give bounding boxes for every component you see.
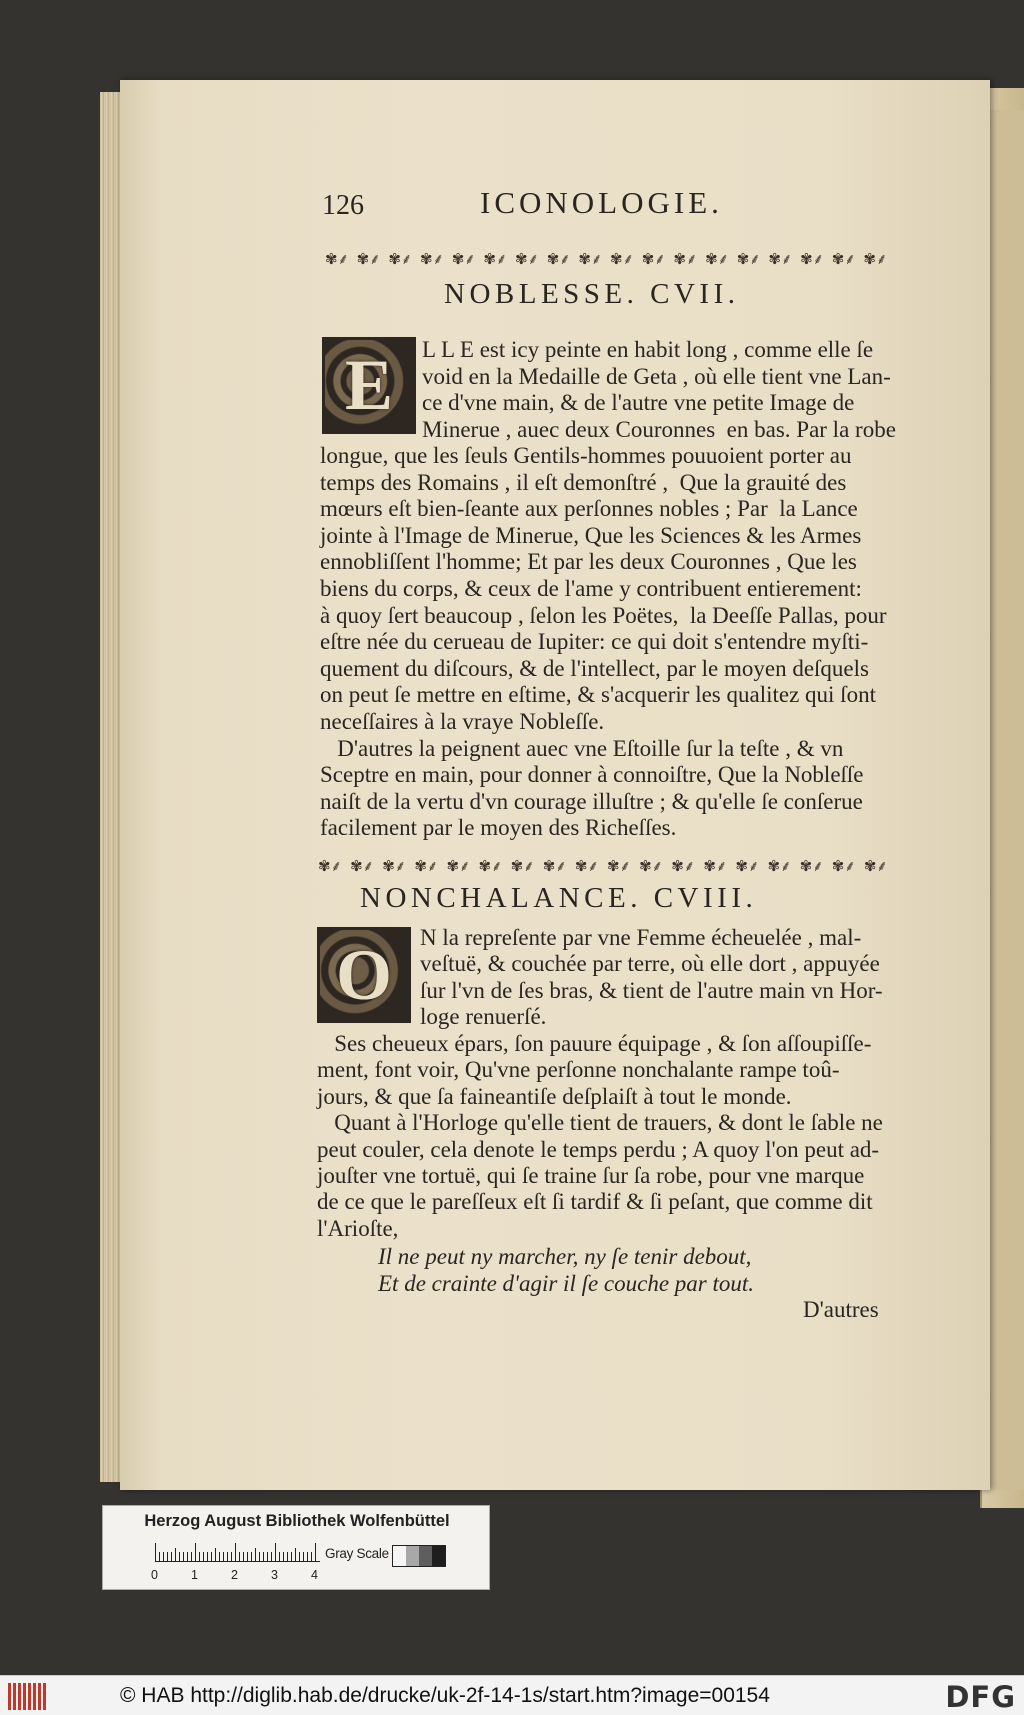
ruler-tick [183,1552,184,1561]
ruler-tick [199,1552,200,1561]
text-line: temps des Romains , il eſt demonſtré , Que la grauité des [320,469,847,495]
ornament-glyph: ✾⸙ [578,250,603,268]
ruler-tick [255,1548,256,1561]
section-title-noblesse: NOBLESSE. CVII. [444,278,740,310]
ruler-tick [291,1552,292,1561]
text-line: D'autres la peignent auec vne Eſtoille ſur la teſte , & vn [320,735,844,761]
text-line: quement du diſcours, & de l'intellect, par le moyen deſquels [320,655,869,681]
text-line: de ce que le pareſſeux eſt ſi tardif & ſi peſant, que comme dit [317,1189,873,1215]
ruler-tick [191,1552,192,1561]
ornament-glyph: ✾⸙ [767,857,792,875]
text-line: loge renuerſé. [420,1003,547,1029]
ornament-glyph: ✾⸙ [325,250,349,268]
ruler-tick [235,1543,236,1561]
ornament-glyph: ✾⸙ [350,857,374,875]
ornament-glyph: ✾⸙ [671,857,696,875]
ruler-tick [259,1552,260,1561]
barcode-logo-icon [8,1683,48,1710]
ornament-glyph: ✾⸙ [863,250,888,268]
text-line: naiſt de la vertu d'vn courage illuſtre ; & qu'elle ſe conſerue [320,788,863,814]
section1-first-lines [422,337,896,443]
ruler-tick [227,1552,228,1561]
ornament-glyph: ✾⸙ [641,250,666,268]
drop-cap-letter: E [344,345,394,425]
ruler-tick [239,1552,240,1561]
ornament-glyph: ✾⸙ [610,250,634,268]
ruler-tick [247,1552,248,1561]
ornament-glyph: ✾⸙ [356,250,381,268]
ruler-tick [187,1552,188,1561]
ruler-tick [251,1552,252,1561]
ornament-band [325,246,895,272]
ornament-glyph: ✾⸙ [799,857,824,875]
text-line: void en la Medaille de Geta , où elle tient vne Lan- [422,363,891,389]
ruler-tick [219,1552,220,1561]
ornament-glyph: ✾⸙ [546,250,571,268]
ornament-glyph: ✾⸙ [318,857,342,875]
running-head: ICONOLOGIE. [480,185,723,220]
text-line: eſtre née du cerueau de Iupiter: ce qui doit s'entendre myſti- [320,629,869,655]
text-line: biens du corps, & ceux de l'ame y contribuent entierement: [320,575,862,601]
text-line: ſur l'vn de ſes bras, & tient de l'autre main vn Hor- [420,977,883,1003]
ruler-tick [307,1552,308,1561]
text-line: veſtuë, & couchée par terre, où elle dort , appuyée [420,951,880,977]
ornament-glyph: ✾⸙ [735,857,760,875]
text-line: ennobliſſent l'homme; Et par les deux Couronnes , Que les [320,549,857,575]
ruler-tick [283,1552,284,1561]
grayscale-swatches [392,1545,446,1567]
ruler-tick [155,1543,156,1561]
ornament-glyph: ✾⸙ [673,250,698,268]
facing-page-inner [990,110,1024,1490]
text-line: Et de crainte d'agir il ſe couche par tout. [378,1271,755,1296]
ornament-glyph: ✾⸙ [414,857,439,875]
ornament-glyph: ✾⸙ [478,857,503,875]
ruler-tick [215,1548,216,1561]
ornament-glyph: ✾⸙ [515,250,539,268]
drop-cap-e [322,337,416,434]
ruler-tick [231,1552,232,1561]
library-name: Herzog August Bibliothek Wolfenbüttel [144,1512,450,1530]
ruler-tick [263,1552,264,1561]
ruler-tick [311,1552,312,1561]
text-line: facilement par le moyen des Richeſſes. [320,815,677,841]
ornament-glyph: ✾⸙ [639,857,663,875]
text-line: Ses cheueux épars, ſon pauure équipage , & ſon aſſoupiſſe- [317,1031,872,1056]
page-number: 126 [322,190,364,221]
ruler-label: 4 [311,1568,318,1582]
ornament-band [318,853,896,879]
text-line: mœurs eſt bien-ſeante aux perſonnes nobles ; Par la Lance [320,496,858,522]
ornament-glyph: ✾⸙ [446,857,471,875]
ruler-label: 3 [271,1568,278,1582]
ruler-tick [159,1552,160,1561]
text-line: peut couler, cela denote le temps perdu ; A quoy l'on peut ad- [317,1136,880,1162]
grayscale-swatch [432,1546,445,1566]
text-line: jouſter vne tortuë, qui ſe traine ſur ſa robe, pour vne marque [317,1162,865,1188]
ruler-tick [211,1552,212,1561]
ornament-glyph: ✾⸙ [606,857,631,875]
text-line: neceſſaires à la vraye Nobleſſe. [320,708,605,734]
section2-body [317,1031,883,1242]
ornament-glyph: ✾⸙ [510,857,535,875]
ruler-tick [267,1552,268,1561]
ornament-glyph: ✾⸙ [420,250,444,268]
grayscale-swatch [406,1546,419,1566]
verse-quote [378,1243,754,1297]
section-title-nonchalance: NONCHALANCE. CVIII. [360,882,758,914]
catchword: D'autres [803,1297,879,1322]
ornament-glyph: ✾⸙ [483,250,508,268]
grayscale-label: Gray Scale [325,1546,389,1561]
ornament-glyph: ✾⸙ [863,857,888,875]
ornament-glyph: ✾⸙ [382,857,407,875]
section1-body [320,443,887,842]
grayscale-swatch [393,1546,406,1566]
text-line: L L E est icy peinte en habit long , comme elle ſe [422,337,874,362]
text-line: on peut ſe mettre en eſtime, & s'acquerir les qualitez qui ſont [320,682,876,708]
ornament-glyph: ✾⸙ [388,250,413,268]
text-line: jours, & que ſa faineantiſe deſplaiſt à tout le monde. [317,1083,792,1109]
grayscale-swatch [419,1546,432,1566]
ornament-glyph: ✾⸙ [703,857,728,875]
text-line: Quant à l'Horloge qu'elle tient de trauers, & dont le ſable ne [317,1110,883,1136]
text-line: ce d'vne main, & de l'autre vne petite Image de [422,390,855,415]
footer-url-text[interactable]: © HAB http://diglib.hab.de/drucke/uk-2f-14-1s/start.htm?image=00154 [120,1684,770,1707]
ornament-glyph: ✾⸙ [451,250,476,268]
ruler-tick [271,1552,272,1561]
text-line: Il ne peut ny marcher, ny ſe tenir debout, [378,1244,752,1269]
ruler [155,1542,320,1562]
ruler-tick [295,1548,296,1561]
text-line: longue, que les ſeuls Gentils-hommes pouuoient porter au [320,443,852,468]
ruler-label: 1 [191,1568,198,1582]
ruler-tick [179,1552,180,1561]
text-line: jointe à l'Image de Minerue, Que les Sciences & les Armes [320,522,862,548]
ruler-tick [203,1552,204,1561]
ornament-glyph: ✾⸙ [574,857,599,875]
ornament-glyph: ✾⸙ [705,250,729,268]
ruler-tick [207,1552,208,1561]
ruler-tick [299,1552,300,1561]
section2-first-lines [420,925,883,1030]
ornament-glyph: ✾⸙ [831,250,856,268]
ornament-glyph: ✾⸙ [542,857,567,875]
text-line: l'Arioſte, [317,1215,399,1241]
footer-bar [0,1675,1024,1715]
scale-card [102,1505,490,1590]
text-line: Minerue , auec deux Couronnes en bas. Par la robe [422,416,896,442]
ornament-glyph: ✾⸙ [831,857,856,875]
ruler-tick [171,1552,172,1561]
ruler-tick [243,1552,244,1561]
text-line: ment, font voir, Qu'vne perſonne nonchalante rampe toû- [317,1057,840,1083]
ruler-tick [315,1543,316,1561]
text-line: N la repreſente par vne Femme écheuelée , mal- [420,925,862,950]
text-line: à quoy ſert beaucoup , ſelon les Poëtes, la Deeſſe Pallas, pour [320,602,887,628]
ruler-tick [167,1552,168,1561]
ornament-glyph: ✾⸙ [800,250,824,268]
text-line: Sceptre en main, pour donner à connoiſtre, Que la Nobleſſe [320,762,864,788]
ornament-glyph: ✾⸙ [768,250,793,268]
ruler-tick [195,1543,196,1561]
dfg-logo: DFG [945,1680,1016,1714]
drop-cap-o [317,927,411,1023]
ruler-label: 0 [151,1568,158,1582]
ruler-tick [279,1552,280,1561]
ruler-tick [163,1552,164,1561]
ruler-tick [175,1548,176,1561]
ruler-label: 2 [231,1568,238,1582]
drop-cap-letter: O [335,934,392,1015]
ruler-labels [149,1568,329,1584]
ruler-tick [303,1552,304,1561]
ruler-tick [223,1552,224,1561]
ruler-tick [275,1543,276,1561]
ornament-glyph: ✾⸙ [736,250,761,268]
ruler-tick [287,1552,288,1561]
